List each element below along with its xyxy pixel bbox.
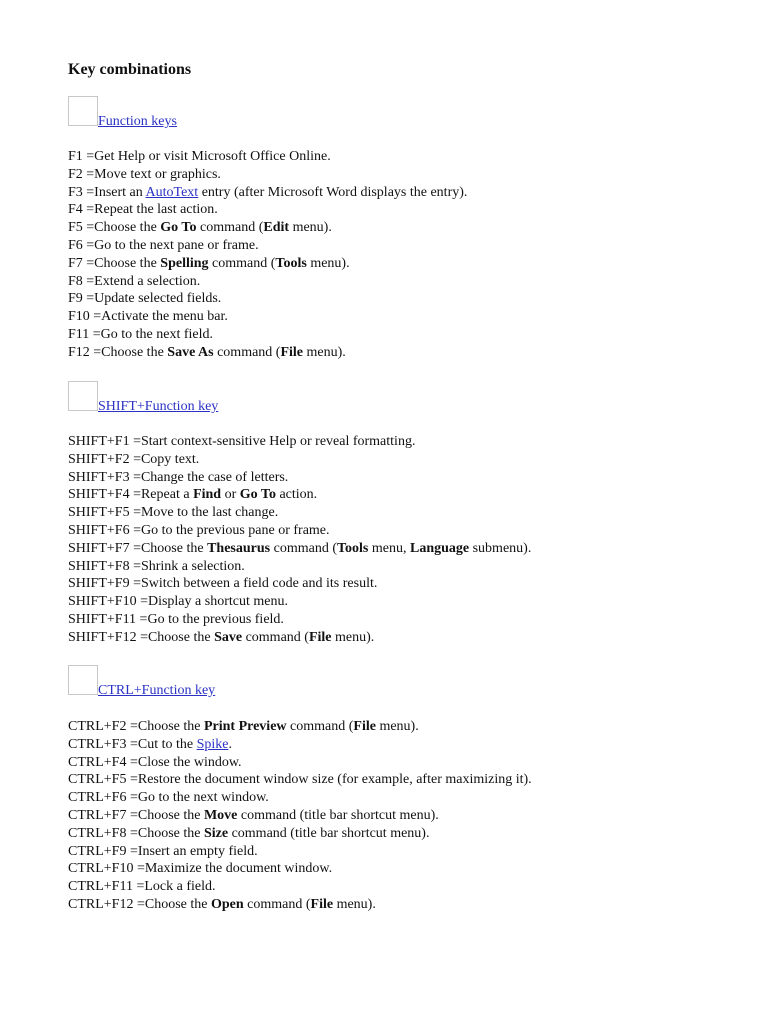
shortcut-list <box>68 433 531 647</box>
shortcut-line <box>68 789 532 807</box>
line-text: SHIFT+F2 =Copy text. <box>68 451 200 467</box>
command-name: Open <box>210 896 244 912</box>
section-link-ctrl-function-key[interactable]: CTRL+Function key <box>98 683 216 698</box>
shortcut-line <box>68 469 531 487</box>
line-text: CTRL+F2 =Choose the <box>68 719 204 734</box>
shortcut-line <box>68 326 467 344</box>
shortcut-list <box>68 718 532 914</box>
line-text: submenu). <box>469 540 532 556</box>
shortcut-line <box>68 878 532 896</box>
shortcut-line <box>68 433 531 451</box>
shortcut-line <box>68 308 467 326</box>
shortcut-line <box>68 825 532 843</box>
line-text: CTRL+F4 =Close the window. <box>68 754 242 770</box>
command-name: Language <box>409 540 470 556</box>
line-text: CTRL+F5 =Restore the document window size (for example, after maximizing it). <box>68 772 532 788</box>
line-text: CTRL+F11 =Lock a field. <box>68 879 216 895</box>
line-text: SHIFT+F5 =Move to the last change. <box>68 505 279 521</box>
line-text: F4 =Repeat the last action. <box>68 202 218 218</box>
shortcut-line <box>68 451 531 469</box>
shortcut-line <box>68 771 532 789</box>
command-name: Print Preview <box>203 719 287 734</box>
command-name: Tools <box>275 255 307 271</box>
command-name: Save As <box>167 344 214 360</box>
section-header <box>68 665 748 698</box>
line-text: menu). <box>306 255 350 271</box>
line-text: CTRL+F3 =Cut to the <box>68 736 197 752</box>
command-name: Edit <box>263 220 290 236</box>
line-text: SHIFT+F8 =Shrink a selection. <box>68 558 245 574</box>
command-name: Go To <box>239 487 276 503</box>
shortcut-line <box>68 166 467 184</box>
line-text: SHIFT+F4 =Repeat a <box>68 487 194 503</box>
line-text: CTRL+F9 =Insert an empty field. <box>68 843 258 859</box>
line-text: menu). <box>303 344 346 360</box>
line-text: F6 =Go to the next pane or frame. <box>68 237 259 253</box>
shortcut-line <box>68 718 532 736</box>
shortcut-line <box>68 344 467 362</box>
line-text: F3 =Insert an <box>68 184 146 200</box>
command-name: Tools <box>336 540 369 556</box>
line-text: CTRL+F8 =Choose the <box>68 825 204 841</box>
command-name: Size <box>203 825 229 841</box>
shortcut-line <box>68 611 531 629</box>
shortcut-line <box>68 486 531 504</box>
section-shift-function-key <box>68 381 748 645</box>
inline-link[interactable]: Spike <box>196 736 229 752</box>
shortcut-line <box>68 896 532 914</box>
shortcut-line <box>68 843 532 861</box>
line-text: SHIFT+F9 =Switch between a field code and its result. <box>68 576 378 592</box>
command-name: File <box>308 629 332 645</box>
line-text: menu). <box>289 220 332 236</box>
section-link-function-keys[interactable]: Function keys <box>98 114 177 129</box>
line-text: F7 =Choose the <box>68 255 161 271</box>
line-text: command ( <box>286 719 354 734</box>
line-text: command ( <box>242 629 309 645</box>
section-ctrl-function-key <box>68 665 748 912</box>
line-text: command (title bar shortcut menu). <box>237 807 439 823</box>
line-text: SHIFT+F3 =Change the case of letters. <box>68 469 289 485</box>
shortcut-line <box>68 575 531 593</box>
inline-link[interactable]: AutoText <box>145 184 199 200</box>
section-header <box>68 381 748 414</box>
line-text: CTRL+F10 =Maximize the document window. <box>68 861 333 877</box>
line-text: F11 =Go to the next field. <box>68 326 214 342</box>
line-text: command ( <box>208 255 276 271</box>
shortcut-line <box>68 593 531 611</box>
shortcut-line <box>68 754 532 772</box>
shortcut-line <box>68 201 467 219</box>
line-text: command ( <box>243 896 311 912</box>
line-text: F8 =Extend a selection. <box>68 273 201 289</box>
line-text: menu). <box>331 629 375 645</box>
shortcut-line <box>68 273 467 291</box>
line-text: F1 =Get Help or visit Microsoft Office Online. <box>68 149 331 164</box>
shortcut-list <box>68 148 467 362</box>
shortcut-line <box>68 219 467 237</box>
shortcut-line <box>68 255 467 273</box>
command-name: File <box>310 896 334 912</box>
shortcut-line <box>68 736 532 754</box>
line-text: SHIFT+F6 =Go to the previous pane or frame. <box>68 522 330 538</box>
line-text: menu). <box>375 719 419 734</box>
shortcut-line <box>68 237 467 255</box>
page-title: Key combinations <box>68 61 192 78</box>
shortcut-line <box>68 290 467 308</box>
shortcut-line <box>68 558 531 576</box>
line-text: F2 =Move text or graphics. <box>68 166 221 182</box>
line-text: CTRL+F7 =Choose the <box>68 807 204 823</box>
line-text: F12 =Choose the <box>68 344 168 360</box>
command-name: File <box>280 344 304 360</box>
image-placeholder <box>68 665 98 695</box>
command-name: Save <box>214 629 243 645</box>
line-text: SHIFT+F12 =Choose the <box>68 629 215 645</box>
command-name: Move <box>203 807 238 823</box>
line-text: command ( <box>196 220 264 236</box>
line-text: F10 =Activate the menu bar. <box>68 309 228 325</box>
line-text: command (title bar shortcut menu). <box>228 825 430 841</box>
line-text: F5 =Choose the <box>68 220 161 236</box>
shortcut-line <box>68 184 467 202</box>
line-text: menu, <box>368 540 410 556</box>
line-text: action. <box>275 487 318 503</box>
section-function-keys <box>68 96 748 360</box>
command-name: Spelling <box>160 255 209 271</box>
command-name: Thesaurus <box>207 540 271 556</box>
shortcut-line <box>68 860 532 878</box>
shortcut-line <box>68 807 532 825</box>
line-text: command ( <box>270 540 337 556</box>
section-link-shift-function-key[interactable]: SHIFT+Function key <box>98 399 219 414</box>
shortcut-line <box>68 522 531 540</box>
line-text: entry (after Microsoft Word displays the entry). <box>198 184 468 200</box>
image-placeholder <box>68 381 98 411</box>
line-text: menu). <box>333 896 376 912</box>
line-text: SHIFT+F1 =Start context-sensitive Help or reveal formatting. <box>68 434 416 449</box>
shortcut-line <box>68 629 531 647</box>
line-text: or <box>221 487 240 503</box>
line-text: CTRL+F12 =Choose the <box>68 896 211 912</box>
section-header <box>68 96 748 129</box>
line-text: . <box>228 736 232 752</box>
line-text: CTRL+F6 =Go to the next window. <box>68 790 269 806</box>
shortcut-line <box>68 504 531 522</box>
shortcut-line <box>68 148 467 166</box>
image-placeholder <box>68 96 98 126</box>
line-text: SHIFT+F7 =Choose the <box>68 540 208 556</box>
line-text: F9 =Update selected fields. <box>68 291 222 307</box>
line-text: SHIFT+F11 =Go to the previous field. <box>68 611 284 627</box>
line-text: command ( <box>213 344 281 360</box>
shortcut-line <box>68 540 531 558</box>
command-name: Go To <box>160 220 197 236</box>
command-name: Find <box>193 487 222 503</box>
command-name: File <box>353 719 376 734</box>
line-text: SHIFT+F10 =Display a shortcut menu. <box>68 594 288 610</box>
